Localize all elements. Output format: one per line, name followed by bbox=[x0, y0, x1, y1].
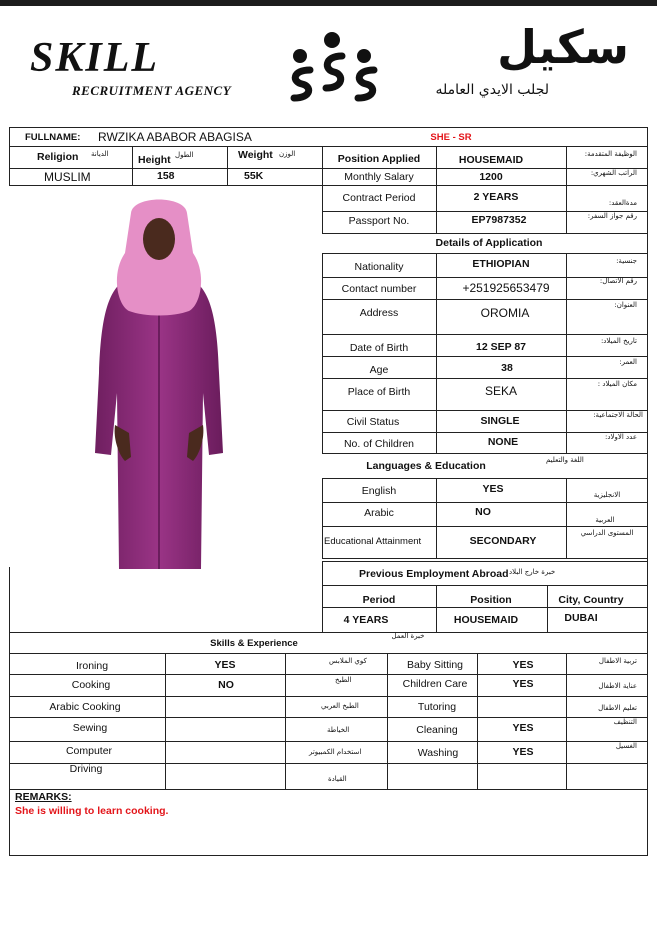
age-label: Age bbox=[369, 364, 389, 376]
skill-tutoring-arabic: تعليم الاطفال bbox=[598, 704, 637, 712]
weight-value: 55K bbox=[244, 170, 264, 182]
address-value: OROMIA bbox=[480, 306, 530, 320]
arabic-arabic: العربية bbox=[595, 516, 615, 524]
skill-computer-label: Computer bbox=[65, 745, 113, 757]
children-value: NONE bbox=[487, 436, 519, 448]
passport-label: Passport No. bbox=[348, 215, 410, 227]
remarks-text: She is willing to learn cooking. bbox=[15, 805, 169, 817]
education-arabic: المستوى الدراسي bbox=[580, 529, 634, 537]
height-label-arabic: الطول bbox=[175, 151, 194, 159]
employment-header-position: Position bbox=[470, 594, 512, 606]
skill-driving-arabic: القيادة bbox=[328, 775, 347, 783]
languages-title: Languages & Education bbox=[366, 460, 486, 472]
passport-arabic: رقم جواز السفر: bbox=[587, 212, 637, 220]
applicant-photo bbox=[89, 193, 229, 569]
position-applied-arabic: الوظيفة المتقدمة: bbox=[584, 150, 637, 158]
children-label: No. of Children bbox=[343, 438, 415, 450]
weight-label: Weight bbox=[238, 149, 273, 161]
dob-arabic: تاريخ الميلاد: bbox=[600, 337, 637, 345]
skill-cleaning-label: Cleaning bbox=[416, 724, 458, 736]
reference-code: SHE - SR bbox=[430, 132, 472, 143]
age-arabic: العمر: bbox=[619, 358, 637, 366]
contact-label: Contact number bbox=[341, 283, 417, 295]
form-border-bottom bbox=[9, 855, 648, 856]
contact-arabic: رقم الاتصال: bbox=[599, 277, 637, 285]
place-of-birth-arabic: مكان الميلاد : bbox=[597, 380, 637, 388]
skill-baby-sitting-arabic: تربية الاطفال bbox=[598, 657, 637, 665]
arabic-label: Arabic bbox=[364, 507, 394, 519]
employment-position: HOUSEMAID bbox=[453, 614, 519, 626]
fullname-value: RWZIKA ABABOR ABAGISA bbox=[98, 130, 252, 144]
address-label: Address bbox=[359, 307, 399, 319]
civil-status-label: Civil Status bbox=[346, 416, 400, 428]
skill-arabic-cooking-arabic: الطبخ العربي bbox=[321, 702, 359, 710]
skill-washing-value: YES bbox=[512, 746, 534, 758]
form-border-top bbox=[9, 127, 648, 128]
education-label: Educational Attainment bbox=[324, 536, 422, 547]
contact-value: +251925653479 bbox=[462, 281, 550, 295]
monthly-salary-arabic: الراتب الشهري: bbox=[590, 169, 637, 177]
skill-tutoring-label: Tutoring bbox=[417, 701, 457, 713]
religion-label: Religion bbox=[37, 151, 79, 163]
skill-cooking-label: Cooking bbox=[71, 679, 111, 691]
skill-cooking-value: NO bbox=[218, 679, 234, 691]
agency-logo-people-icon bbox=[282, 30, 382, 102]
skill-arabic-cooking-label: Arabic Cooking bbox=[49, 701, 121, 713]
logo-arabic: سكيل bbox=[497, 20, 629, 74]
skill-cooking-arabic: الطبخ bbox=[335, 676, 352, 684]
employment-city: DUBAI bbox=[564, 612, 598, 624]
children-arabic: عدد الاولاد: bbox=[605, 433, 637, 441]
monthly-salary-value: 1200 bbox=[479, 171, 503, 183]
logo-arabic-subtitle: لجلب الايدي العامله bbox=[435, 82, 549, 98]
skill-sewing-label: Sewing bbox=[72, 722, 108, 734]
skill-cleaning-value: YES bbox=[512, 722, 534, 734]
employment-header-period: Period bbox=[362, 594, 396, 606]
education-value: SECONDARY bbox=[469, 535, 537, 547]
skill-children-care-label: Children Care bbox=[402, 678, 468, 690]
english-value: YES bbox=[482, 483, 504, 495]
fullname-label: FULLNAME: bbox=[25, 132, 81, 143]
skill-baby-sitting-label: Baby Sitting bbox=[406, 659, 464, 671]
nationality-value: ETHIOPIAN bbox=[472, 258, 530, 270]
skill-washing-arabic: الغسيل bbox=[615, 742, 637, 750]
nationality-label: Nationality bbox=[354, 261, 404, 273]
position-applied-value: HOUSEMAID bbox=[458, 154, 524, 166]
employment-header-city: City, Country bbox=[558, 594, 624, 606]
position-applied-label: Position Applied bbox=[337, 153, 421, 165]
civil-status-value: SINGLE bbox=[480, 415, 520, 427]
details-title: Details of Application bbox=[435, 237, 543, 249]
skill-ironing-label: Ironing bbox=[75, 660, 109, 672]
skill-computer-arabic: استخدام الكمبيوتر bbox=[309, 748, 362, 756]
languages-title-arabic: اللغة والتعليم bbox=[546, 456, 584, 464]
contract-period-label: Contract Period bbox=[342, 192, 416, 204]
skill-driving-label: Driving bbox=[69, 763, 103, 775]
application-form bbox=[9, 127, 648, 856]
dob-label: Date of Birth bbox=[349, 342, 409, 354]
logo-english-subtitle: RECRUITMENT AGENCY bbox=[72, 83, 232, 98]
skill-children-care-arabic: عناية الاطفال bbox=[598, 682, 637, 690]
skill-washing-label: Washing bbox=[417, 747, 459, 759]
place-of-birth-label: Place of Birth bbox=[347, 386, 411, 398]
english-label: English bbox=[361, 485, 397, 497]
top-dark-bar bbox=[0, 0, 657, 6]
employment-title-arabic: خبرة خارج البلاد bbox=[509, 568, 556, 576]
skill-children-care-value: YES bbox=[512, 678, 534, 690]
skill-ironing-value: YES bbox=[214, 659, 236, 671]
contract-period-value: 2 YEARS bbox=[473, 191, 519, 203]
remarks-label: REMARKS: bbox=[15, 791, 72, 803]
arabic-value: NO bbox=[475, 506, 491, 518]
address-arabic: العنوان: bbox=[614, 301, 637, 309]
religion-value: MUSLIM bbox=[44, 170, 91, 184]
skill-ironing-arabic: كوي الملابس bbox=[329, 657, 367, 665]
skill-baby-sitting-value: YES bbox=[512, 659, 534, 671]
place-of-birth-value: SEKA bbox=[484, 384, 518, 398]
passport-value: EP7987352 bbox=[471, 214, 527, 226]
dob-value: 12 SEP 87 bbox=[475, 341, 527, 353]
height-value: 158 bbox=[157, 170, 175, 182]
height-label: Height bbox=[138, 154, 171, 166]
logo-english: SKILL bbox=[30, 35, 160, 81]
skill-sewing-arabic: الخياطة bbox=[327, 726, 350, 734]
monthly-salary-label: Monthly Salary bbox=[344, 171, 414, 183]
religion-label-arabic: الديانة bbox=[91, 150, 109, 158]
nationality-arabic: جنسية: bbox=[616, 257, 637, 265]
age-value: 38 bbox=[501, 362, 513, 374]
weight-label-arabic: الوزن bbox=[279, 150, 296, 158]
english-arabic: الانجليزية bbox=[593, 491, 621, 499]
employment-period: 4 YEARS bbox=[343, 614, 389, 626]
contract-period-arabic: مدةالعقد: bbox=[608, 199, 637, 207]
employment-title: Previous Employment Abroad bbox=[359, 568, 509, 580]
skill-cleaning-arabic: التنظيف bbox=[613, 718, 637, 726]
civil-status-arabic: الحالة الاجتماعية: bbox=[593, 411, 643, 419]
skills-title-arabic: خبرة العمل bbox=[391, 632, 425, 640]
skills-title: Skills & Experience bbox=[210, 638, 298, 649]
